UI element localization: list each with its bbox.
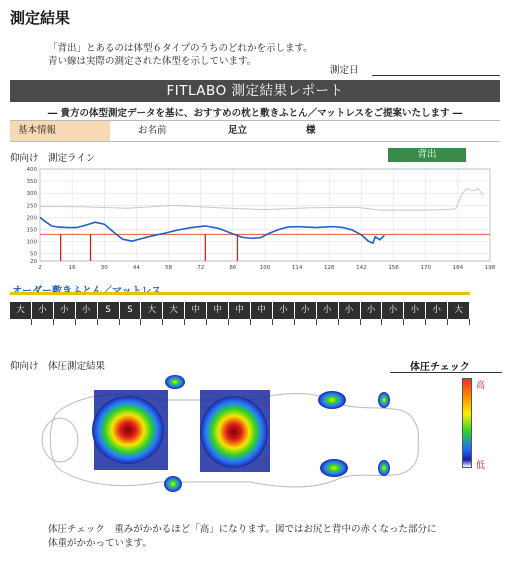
legend-high-label: 高	[476, 381, 486, 391]
x-tick-label: 86	[229, 265, 237, 271]
x-tick-label: 72	[197, 265, 205, 271]
firmness-tick	[54, 319, 76, 325]
x-tick-label: 2	[38, 265, 42, 271]
firmness-tick	[32, 319, 54, 325]
name-label: お名前	[138, 125, 167, 136]
firmness-cell: 小	[404, 302, 426, 319]
firmness-tick	[295, 319, 317, 325]
measurement-line-chart	[10, 165, 500, 277]
firmness-tick	[163, 319, 185, 325]
footer-line-1: 体圧チェック 重みがかかるほど「高」になります。図ではお尻と背中の赤くなった部分に	[48, 524, 437, 535]
date-line	[372, 75, 500, 76]
firmness-cell: 小	[426, 302, 448, 319]
firmness-cell: 小	[339, 302, 361, 319]
firmness-cell: 小	[54, 302, 76, 319]
x-tick-label: 100	[259, 265, 271, 271]
pressure-legend	[462, 378, 472, 468]
firmness-ticks	[10, 319, 470, 325]
y-tick-label: 300	[26, 191, 37, 198]
firmness-tick	[229, 319, 251, 325]
firmness-tick	[273, 319, 295, 325]
pressure-heatmap	[20, 370, 450, 510]
name-value: 足立	[228, 125, 248, 136]
firmness-tick	[98, 319, 120, 325]
x-tick-label: 128	[324, 265, 335, 271]
x-tick-label: 198	[484, 265, 496, 271]
firmness-cell: 小	[361, 302, 383, 319]
page-title: 測定結果	[10, 9, 71, 27]
firmness-tick	[76, 319, 98, 325]
firmness-cell: 中	[251, 302, 273, 319]
y-tick-label: 20	[30, 259, 37, 265]
pressure-arm-right	[164, 476, 182, 492]
legend-low-label: 低	[476, 461, 486, 471]
head-outline	[42, 418, 78, 462]
firmness-cells	[10, 302, 470, 319]
info-row	[10, 120, 500, 142]
body-type-badge: 背出	[388, 148, 466, 162]
y-tick-label: 100	[26, 239, 37, 246]
firmness-tick	[404, 319, 426, 325]
firmness-cell: 大	[141, 302, 163, 319]
pressure-heel-upper	[378, 392, 390, 408]
x-tick-label: 16	[68, 265, 76, 271]
y-tick-label: 350	[26, 179, 37, 186]
firmness-cell: 小	[32, 302, 54, 319]
x-tick-label: 30	[100, 265, 108, 271]
firmness-tick	[10, 319, 32, 325]
firmness-cell: 小	[382, 302, 404, 319]
pressure-label: 仰向け 体圧測定結果	[10, 361, 106, 372]
report-banner: FITLABO 測定結果レポート	[10, 80, 500, 102]
firmness-cell: 小	[273, 302, 295, 319]
firmness-tick	[120, 319, 142, 325]
y-tick-label: 50	[30, 251, 37, 258]
firmness-tick	[426, 319, 448, 325]
pressure-back-spot	[92, 396, 164, 464]
firmness-cell: S	[120, 302, 142, 319]
firmness-tick	[339, 319, 361, 325]
report-subtitle: ― 貴方の体型測定データを基に、おすすめの枕と敷きふとん／マットレスをご提案いたします ―	[47, 108, 463, 119]
x-tick-label: 156	[388, 265, 399, 271]
firmness-tick	[251, 319, 273, 325]
firmness-tick	[185, 319, 207, 325]
order-bar	[10, 292, 470, 295]
y-tick-label: 400	[26, 167, 37, 173]
firmness-tick	[361, 319, 383, 325]
firmness-tick	[141, 319, 163, 325]
firmness-tick	[317, 319, 339, 325]
pressure-check-label: 体圧チェック	[410, 362, 470, 373]
x-tick-label: 170	[420, 265, 431, 271]
firmness-cell: 大	[163, 302, 185, 319]
firmness-cell: S	[98, 302, 120, 319]
firmness-tick	[207, 319, 229, 325]
date-label: 測定日	[330, 65, 359, 76]
x-tick-label: 142	[356, 265, 367, 271]
y-tick-label: 150	[26, 227, 37, 234]
firmness-cell: 小	[295, 302, 317, 319]
pressure-heel-lower	[378, 460, 390, 476]
note-line-1: 「背出」とあるのは体型６タイプのうちのどれかを示します。	[48, 43, 313, 54]
firmness-tick	[382, 319, 404, 325]
y-tick-label: 200	[26, 215, 37, 222]
pressure-arm-left	[165, 375, 185, 389]
footer-line-2: 体重がかかっています。	[48, 538, 152, 549]
firmness-cell: 中	[229, 302, 251, 319]
firmness-cell: 小	[76, 302, 98, 319]
info-tab: 基本情報	[10, 121, 110, 141]
firmness-cell: 大	[10, 302, 32, 319]
note-line-2: 青い線は実際の測定された体型を示しています。	[48, 56, 257, 67]
firmness-cell: 中	[207, 302, 229, 319]
pressure-hip-spot	[200, 396, 268, 468]
x-tick-label: 58	[165, 265, 173, 271]
x-tick-label: 44	[132, 265, 140, 271]
firmness-cell: 中	[185, 302, 207, 319]
x-tick-label: 114	[291, 265, 303, 271]
measure-line-label: 仰向け 測定ライン	[10, 153, 96, 164]
firmness-cell: 大	[448, 302, 470, 319]
pressure-calf-lower	[320, 459, 348, 477]
pressure-calf-upper	[318, 391, 346, 409]
honorific: 様	[306, 125, 316, 136]
firmness-cell: 小	[317, 302, 339, 319]
y-tick-label: 250	[26, 203, 37, 210]
x-tick-label: 184	[452, 265, 464, 271]
firmness-tick	[448, 319, 470, 325]
